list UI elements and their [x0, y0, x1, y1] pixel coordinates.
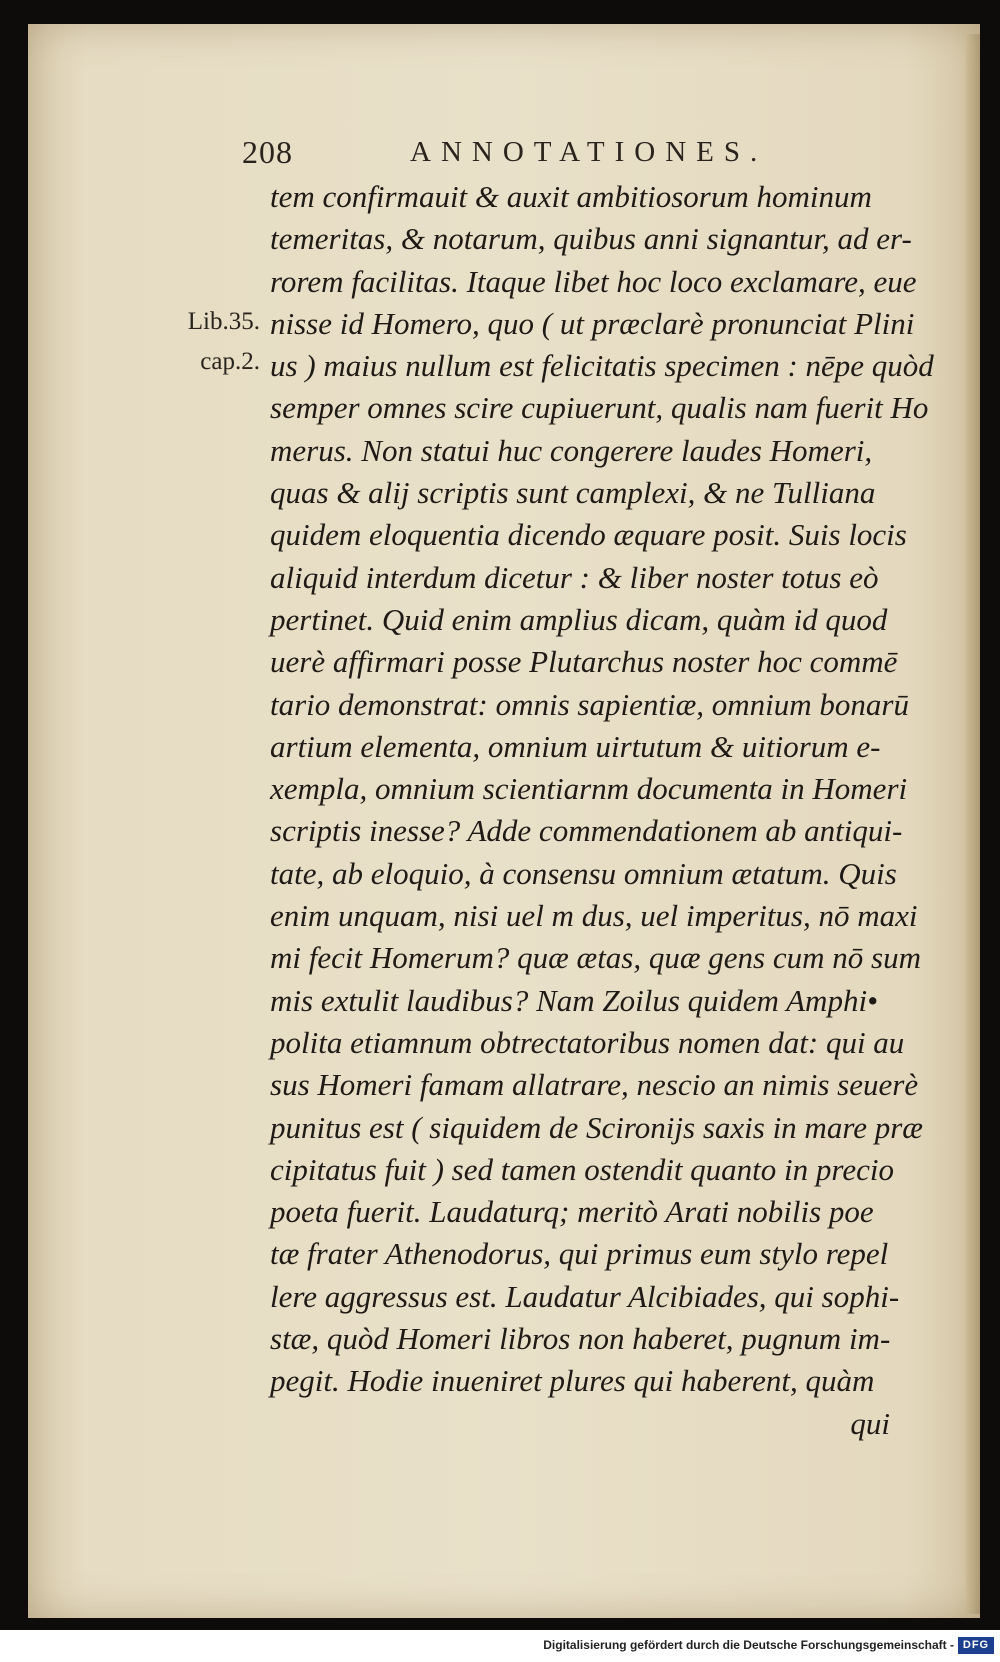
footer-bar	[0, 1630, 1000, 1662]
body-text	[270, 176, 950, 1445]
text-line: pertinet. Quid enim amplius dicam, quàm id quod	[270, 601, 888, 637]
text-line: sus Homeri famam allatrare, nescio an nimis seuerè	[270, 1067, 919, 1103]
text-line: merus. Non statui huc congerere laudes Homeri,	[270, 432, 873, 468]
text-line: mi fecit Homerum? quæ ætas, quæ gens cum nō sum	[270, 940, 921, 976]
running-title: ANNOTATIONES.	[410, 136, 768, 168]
marginal-note	[160, 302, 260, 382]
text-line: enim unquam, nisi uel m dus, uel imperitus, nō maxi	[270, 898, 918, 934]
text-line: pegit. Hodie inueniret plures qui haberent, quàm	[270, 1363, 875, 1399]
text-line: qui	[850, 1405, 890, 1441]
page-number: 208	[242, 134, 293, 170]
text-line: quas & alij scriptis sunt camplexi, & ne Tulliana	[270, 475, 876, 511]
text-line: uerè affirmari posse Plutarchus noster hoc commē	[270, 644, 898, 680]
text-line: tem confirmauit & auxit ambitiosorum hominum	[270, 179, 872, 214]
text-line: xempla, omnium scientiarnm documenta in Homeri	[270, 771, 908, 807]
text-line: lere aggressus est. Laudatur Alcibiades, qui sophi-	[270, 1278, 900, 1314]
text-line: poeta fuerit. Laudaturq; meritò Arati nobilis poe	[270, 1194, 874, 1230]
text-line: artium elementa, omnium uirtutum & uitiorum e-	[270, 728, 881, 764]
text-line: aliquid interdum dicetur : & liber noster totus eò	[270, 559, 879, 595]
text-line: quidem eloquentia dicendo æquare posit. Suis locis	[270, 517, 907, 553]
marginal-note-line: Lib.35.	[187, 308, 260, 335]
running-head	[242, 134, 962, 174]
text-line: tate, ab eloquio, à consensu omnium ætatum. Quis	[270, 855, 897, 891]
funding-credit: Digitalisierung gefördert durch die Deutsche Forschungsgemeinschaft -	[543, 1638, 954, 1652]
text-line: stæ, quòd Homeri libros non haberet, pugnum im-	[270, 1321, 891, 1357]
page-edge	[966, 34, 980, 1614]
text-line: temeritas, & notarum, quibus anni signantur, ad er-	[270, 221, 912, 257]
text-line: semper omnes scire cupiuerunt, qualis nam fuerit Ho	[270, 390, 929, 426]
text-line: cipitatus fuit ) sed tamen ostendit quanto in precio	[270, 1151, 894, 1187]
text-line: nisse id Homero, quo ( ut præclarè pronunciat Plini	[270, 305, 915, 341]
text-line: mis extulit laudibus? Nam Zoilus quidem Amphi•	[270, 982, 878, 1018]
text-line: us ) maius nullum est felicitatis specimen : nēpe quòd	[270, 348, 934, 384]
text-line: tæ frater Athenodorus, qui primus eum stylo repel	[270, 1236, 889, 1272]
text-line: scriptis inesse? Adde commendationem ab antiqui-	[270, 813, 903, 849]
dfg-logo[interactable]: DFG	[958, 1637, 994, 1654]
text-line: tario demonstrat: omnis sapientiæ, omnium bonarū	[270, 686, 909, 722]
marginal-note-line: cap.2.	[200, 348, 260, 375]
text-line: polita etiamnum obtrectatoribus nomen dat: qui au	[270, 1024, 905, 1060]
text-line: rorem facilitas. Itaque libet hoc loco exclamare, eue	[270, 263, 917, 299]
text-line: punitus est ( siquidem de Scironijs saxis in mare præ	[270, 1109, 923, 1145]
